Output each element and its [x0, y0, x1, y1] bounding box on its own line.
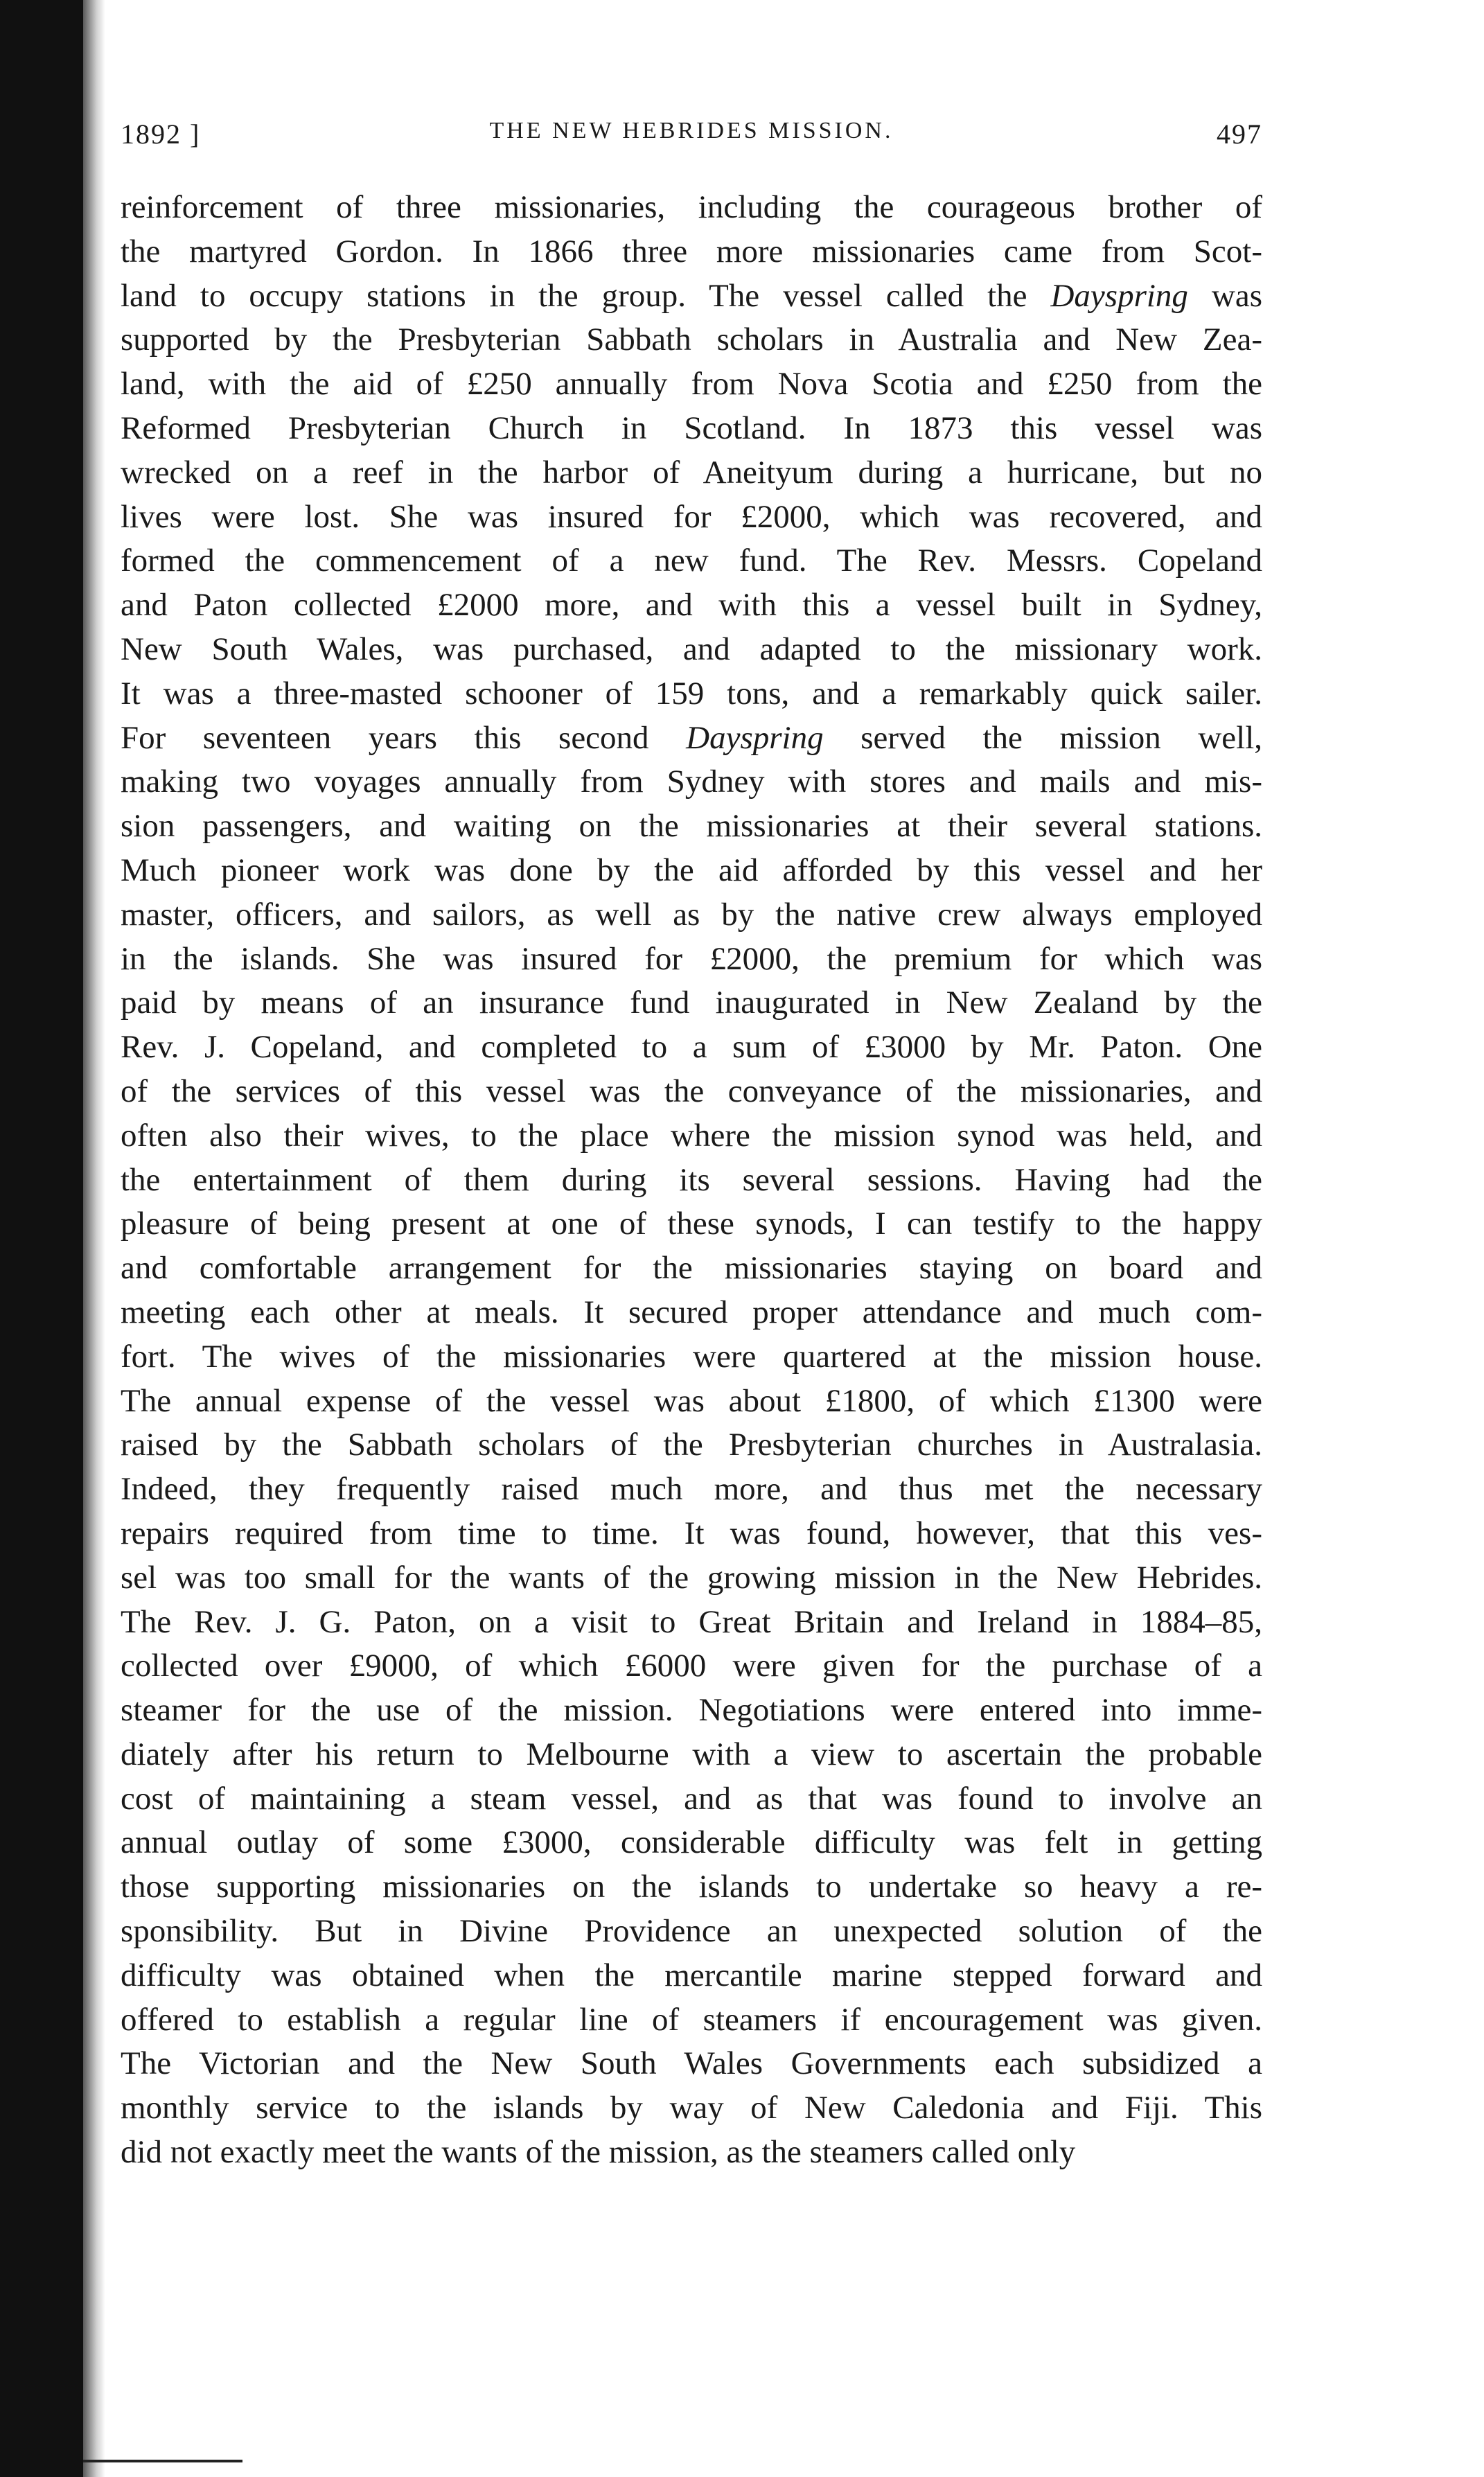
text-run: lives were lost. She was insured for £2000, which was recovered, and [121, 498, 1262, 535]
text-run: difficulty was obtained when the mercantile marine stepped forward and [121, 1957, 1262, 1993]
text-run: pleasure of being present at one of these synods, I can testify to the happy [121, 1206, 1262, 1242]
text-run: cost of maintaining a steam vessel, and as that was found to involve an [121, 1780, 1262, 1817]
text-run: making two voyages annually from Sydney with stores and mails and mis- [121, 764, 1262, 800]
text-run: repairs required from time to time. It was found, however, that this ves- [121, 1515, 1262, 1551]
text-run: wrecked on a reef in the harbor of Aneityum during a hurricane, but no [121, 454, 1262, 491]
book-binding-edge [0, 0, 83, 2477]
text-run: meeting each other at meals. It secured proper attendance and much com- [121, 1294, 1262, 1330]
text-run: paid by means of an insurance fund inaugurated in New Zealand by the [121, 985, 1262, 1021]
text-line [121, 1556, 1262, 1601]
text-line [121, 1821, 1262, 1865]
text-line [121, 583, 1262, 628]
text-run: monthly service to the islands by way of New Caledonia and Fiji. This [121, 2090, 1262, 2126]
text-line [121, 849, 1262, 893]
text-run: land to occupy stations in the group. The vessel called the [121, 277, 1051, 314]
text-line [121, 539, 1262, 583]
text-line [121, 716, 1262, 761]
text-run: It was a three-masted schooner of 159 tons, and a remarkably quick sailer. [121, 675, 1262, 712]
text-line [121, 672, 1262, 716]
text-run: served the mission well, [823, 719, 1262, 756]
text-line [121, 981, 1262, 1025]
text-line [121, 1512, 1262, 1556]
header-title: THE NEW HEBRIDES MISSION. [489, 118, 894, 143]
text-run: of the services of this vessel was the conveyance of the missionaries, and [121, 1073, 1262, 1109]
text-run: Much pioneer work was done by the aid afforded by this vessel and her [121, 852, 1262, 888]
text-line [121, 1423, 1262, 1467]
text-run: The annual expense of the vessel was about £1800, of which £1300 were [121, 1382, 1262, 1419]
text-line [121, 186, 1262, 230]
text-line [121, 1601, 1262, 1645]
text-run: fort. The wives of the missionaries were quartered at the mission house. [121, 1338, 1262, 1375]
text-line [121, 893, 1262, 937]
text-line [121, 495, 1262, 540]
text-run: The Rev. J. G. Paton, on a visit to Great Britain and Ireland in 1884–85, [121, 1603, 1262, 1640]
text-run: often also their wives, to the place where the mission synod was held, and [121, 1117, 1262, 1154]
text-line [121, 1070, 1262, 1114]
text-run: New South Wales, was purchased, and adapted to the missionary work. [121, 631, 1262, 667]
italic-ship-name: Dayspring [686, 719, 824, 756]
text-line [121, 760, 1262, 804]
text-line [121, 1246, 1262, 1291]
text-run: and comfortable arrangement for the missionaries staying on board and [121, 1250, 1262, 1287]
text-run: collected over £9000, of which £6000 were given for the purchase of a [121, 1648, 1262, 1684]
text-line [121, 1158, 1262, 1203]
text-line [121, 1467, 1262, 1512]
text-line [121, 2131, 1262, 2175]
body-paragraph [121, 186, 1262, 2175]
text-line [121, 2042, 1262, 2086]
text-run: offered to establish a regular line of steamers if encouragement was given. [121, 2001, 1262, 2038]
text-run: reinforcement of three missionaries, including the courageous brother of [121, 189, 1262, 225]
text-run: For seventeen years this second [121, 719, 687, 756]
text-run: master, officers, and sailors, as well as by the native crew always employed [121, 896, 1262, 933]
text-line [121, 1644, 1262, 1689]
text-run: Rev. J. Copeland, and completed to a sum of £3000 by Mr. Paton. One [121, 1029, 1262, 1066]
text-run: annual outlay of some £3000, considerable difficulty was felt in getting [121, 1824, 1262, 1861]
text-line [121, 1114, 1262, 1158]
text-line [121, 1025, 1262, 1070]
text-run: The Victorian and the New South Wales Governments each subsidized a [121, 2045, 1262, 2082]
text-line [121, 1910, 1262, 1954]
text-run: steamer for the use of the mission. Negotiations were entered into imme- [121, 1692, 1262, 1729]
text-line [121, 1689, 1262, 1733]
text-line [121, 1335, 1262, 1379]
text-run: land, with the aid of £250 annually from Nova Scotia and £250 from the [121, 366, 1262, 403]
text-run: did not exactly meet the wants of the mission, as the steamers called only [121, 2134, 1076, 2171]
text-line [121, 1777, 1262, 1822]
text-run: in the islands. She was insured for £2000, the premium for which was [121, 940, 1262, 977]
page-gutter-shadow [83, 0, 105, 2477]
text-run: raised by the Sabbath scholars of the Presbyterian churches in Australasia. [121, 1427, 1262, 1463]
text-run: the entertainment of them during its several sessions. Having had the [121, 1161, 1262, 1198]
text-run: Indeed, they frequently raised much more, and thus met the necessary [121, 1471, 1262, 1508]
book-page [121, 104, 1262, 2175]
text-run: formed the commencement of a new fund. The Rev. Messrs. Copeland [121, 543, 1262, 579]
text-run: Reformed Presbyterian Church in Scotland. In 1873 this vessel was [121, 409, 1262, 446]
text-line [121, 1865, 1262, 1910]
text-line [121, 1291, 1262, 1335]
text-line [121, 1202, 1262, 1246]
text-line [121, 937, 1262, 982]
text-line [121, 628, 1262, 672]
text-line [121, 1733, 1262, 1777]
text-line [121, 2086, 1262, 2131]
text-run: supported by the Presbyterian Sabbath scholars in Australia and New Zea- [121, 321, 1262, 358]
italic-ship-name: Dayspring [1050, 277, 1188, 314]
running-header [121, 104, 1262, 159]
page-bottom-rule [83, 2460, 242, 2462]
text-line [121, 1998, 1262, 2043]
text-line [121, 407, 1262, 451]
text-line [121, 1954, 1262, 1998]
text-line [121, 274, 1262, 319]
page-number: 497 [1217, 118, 1262, 150]
header-year: 1892 ] [121, 118, 201, 150]
text-line [121, 362, 1262, 407]
text-line [121, 804, 1262, 849]
text-run: sion passengers, and waiting on the missionaries at their several stations. [121, 808, 1262, 845]
text-run: diately after his return to Melbourne with a view to ascertain the probable [121, 1736, 1262, 1772]
text-line [121, 230, 1262, 274]
text-run: sponsibility. But in Divine Providence an unexpected solution of the [121, 1913, 1262, 1950]
text-run: and Paton collected £2000 more, and with this a vessel built in Sydney, [121, 587, 1262, 624]
text-run: the martyred Gordon. In 1866 three more missionaries came from Scot- [121, 233, 1262, 270]
text-line [121, 318, 1262, 362]
text-run: those supporting missionaries on the islands to undertake so heavy a re- [121, 1869, 1262, 1905]
text-line [121, 451, 1262, 495]
text-line [121, 1379, 1262, 1424]
text-run: sel was too small for the wants of the growing mission in the New Hebrides. [121, 1559, 1262, 1596]
text-run: was [1187, 277, 1262, 314]
